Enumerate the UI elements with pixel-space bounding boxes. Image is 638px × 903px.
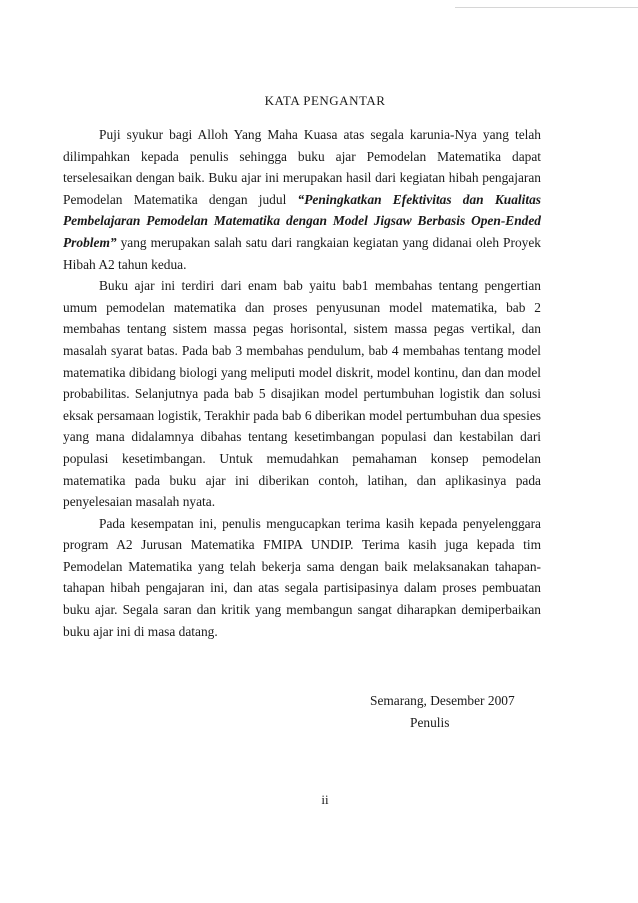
scan-edge-line [455,7,638,8]
paragraph-intro [63,124,541,275]
paragraph-acknowledgement: Pada kesempatan ini, penulis mengucapkan terima kasih kepada penyelenggara program A2 Jurusan Matematika FMIPA UNDIP. Terima kasih juga kepada tim Pemodelan Matematika yang telah bekerja sama dengan baik melaksanakan tahapan-tahapan hibah pengajaran ini, dan atas segala partisipasinya dalam proses pembuatan buku ajar. Segala saran dan kritik yang membangun sangat diharapkan demiperbaikan buku ajar ini di masa datang. [63,515,541,639]
paragraph-intro-text-2: yang merupakan salah satu dari rangkaian kegiatan yang didanai oleh Proyek Hibah A2 tahun kedua. [63,234,541,272]
closing-block [370,690,520,733]
page-title: KATA PENGANTAR [264,93,386,108]
project-title-emphasis: “Peningkatkan Efektivitas dan Kualitas Pembelajaran Pemodelan Matematika dengan Model Jigsaw Berbasis Open-Ended Problem” [63,191,541,250]
paragraph-contents: Buku ajar ini terdiri dari enam bab yaitu bab1 membahas tentang pengertian umum pemodelan matematika dan proses penyusunan model matematika, bab 2 membahas tentang sistem massa pegas horisontal, sistem massa pegas vertikal, dan masalah syarat batas. Pada bab 3 membahas pendulum, bab 4 membahas tentang model matematika dibidang biologi yang meliputi model diskrit, model kontinu, dan dan model probabilitas. Selanjutnya pada bab 5 disajikan model pertumbuhan logistik dan solusi eksak persamaan logistik, Terakhir pada bab 6 diberikan model pertumbuhan dua spesies yang mana didalamnya dibahas tentang kesetimbangan populasi dan kestabilan dari populasi kesetimbangan. Untuk memudahkan pemahaman konsep pemodelan matematika pada buku ajar ini diberikan contoh, latihan, dan aplikasinya pada penyelesaian masalah nyata. [63,278,541,510]
place-date: Semarang, Desember 2007 [370,693,515,708]
body-text [63,124,541,642]
signer: Penulis [410,714,450,730]
paragraph-intro-text-1: Puji syukur bagi Alloh Yang Maha Kuasa atas segala karunia-Nya yang telah dilimpahkan kepada penulis sehingga buku ajar Pemodelan Matematika dapat terselesaikan dengan baik. Buku ajar ini merupakan hasil dari kegiatan hibah pengajaran Pemodelan Matematika dengan judul [63,127,541,207]
page-number: ii [321,792,329,807]
